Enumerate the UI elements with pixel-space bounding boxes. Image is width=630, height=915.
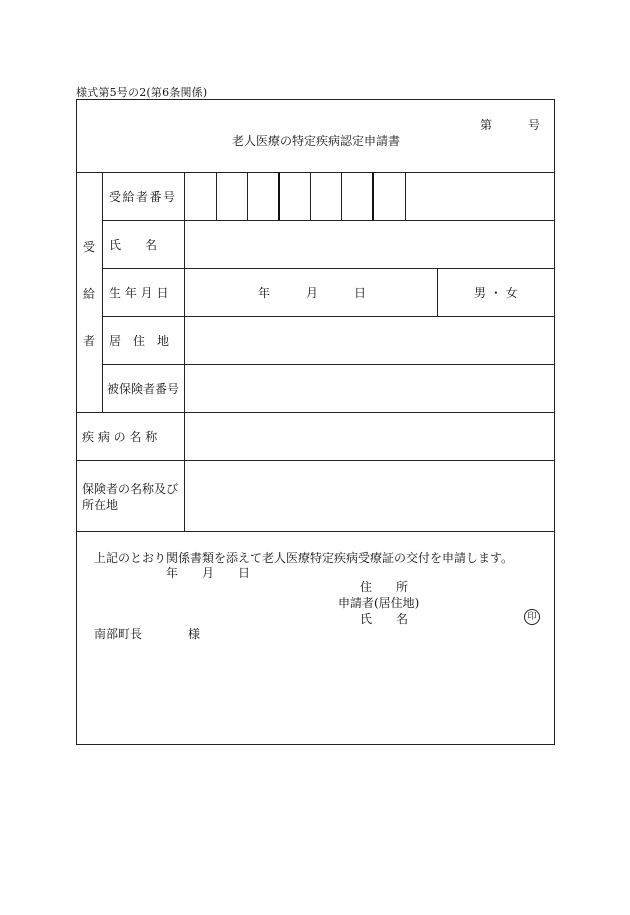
addressee-honorific: 様: [188, 627, 201, 641]
addressee: 南部町長: [94, 627, 143, 641]
grid-line: [76, 531, 555, 532]
applicant-address-label: 住 所: [360, 580, 409, 594]
address-input[interactable]: [185, 317, 555, 364]
recipient-number-input[interactable]: [184, 172, 405, 220]
birth-year-unit: 年: [258, 286, 271, 300]
insurer-label-line1: 保険者の名称及び: [82, 482, 179, 496]
applicant-label: 申請者(居住地): [338, 596, 420, 610]
grid-line: [437, 268, 438, 316]
applicant-name-label: 氏 名: [360, 612, 409, 626]
name-label: 氏 名: [109, 238, 158, 252]
vertical-label-char: 受: [83, 240, 96, 254]
form-title: 老人医療の特定疾病認定申請書: [232, 134, 401, 148]
recipient-number-label: 受給者番号: [109, 190, 177, 204]
sex-options[interactable]: 男 ・ 女: [474, 286, 518, 300]
disease-name-label: 疾 病 の 名 称: [82, 430, 158, 444]
insurer-label-line2: 所在地: [82, 498, 119, 512]
insured-number-label: 被保険者番号: [107, 382, 180, 396]
name-input[interactable]: [185, 221, 555, 268]
seal-mark: 印: [524, 609, 540, 625]
date-day-unit: 日: [238, 566, 251, 580]
insurer-input[interactable]: [185, 461, 555, 531]
grid-line: [102, 172, 103, 412]
birth-day-unit: 日: [354, 286, 367, 300]
date-year-unit: 年: [166, 566, 179, 580]
number-box-divider: [405, 172, 406, 220]
vertical-label-char: 者: [83, 334, 96, 348]
birthdate-label: 生 年 月 日: [109, 286, 169, 300]
number-suffix: 号: [528, 118, 541, 132]
birth-month-unit: 月: [306, 286, 319, 300]
vertical-label-char: 給: [83, 287, 96, 301]
disease-name-input[interactable]: [185, 413, 555, 460]
declaration-text: 上記のとおり関係書類を添えて老人医療特定疾病受療証の交付を申請します。: [94, 551, 514, 565]
number-prefix: 第: [480, 118, 493, 132]
date-month-unit: 月: [202, 566, 215, 580]
form-number: 様式第5号の2(第6条関係): [76, 86, 208, 99]
insured-number-input[interactable]: [185, 365, 555, 412]
address-label: 居 住 地: [109, 334, 170, 348]
